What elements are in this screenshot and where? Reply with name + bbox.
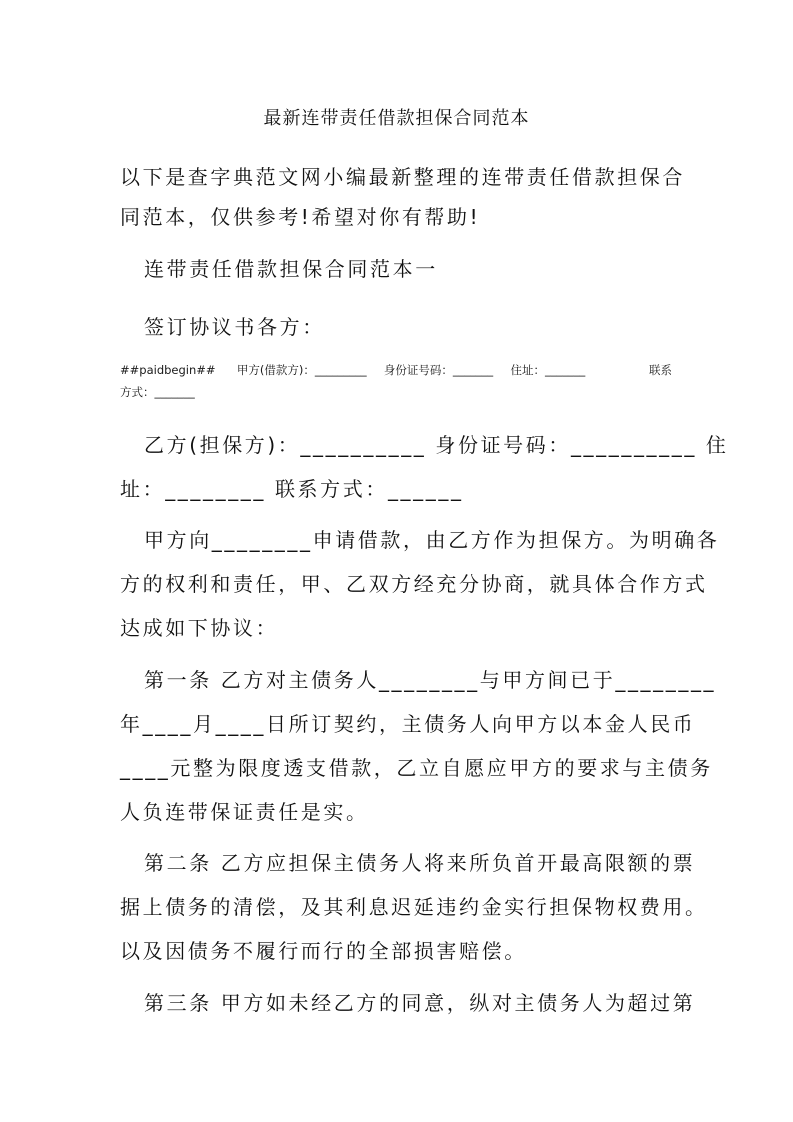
- party-a-address: 住址：_______: [510, 363, 586, 377]
- article-3-line-1: 第三条 甲方如未经乙方的同意，纵对主债务人为超过第: [144, 991, 696, 1015]
- article-1-line-2: 年____月____日所订契约，主债务人向甲方以本金人民币: [120, 712, 696, 736]
- article-3-paragraph: [120, 981, 696, 1025]
- article-2-paragraph: [120, 841, 708, 973]
- party-a-line-2: [120, 381, 672, 403]
- intro-paragraph: [120, 157, 685, 237]
- paid-begin-marker: ##paidbegin##: [120, 363, 216, 377]
- article-1-line-4: 人负连带保证责任是实。: [120, 800, 369, 824]
- parties-heading-text: 签订协议书各方：: [144, 315, 325, 339]
- purpose-line-3: 达成如下协议：: [120, 616, 279, 640]
- article-1-line-3: ____元整为限度透支借款，乙立自愿应甲方的要求与主债务: [120, 756, 713, 780]
- purpose-paragraph: [120, 518, 720, 650]
- party-a-id: 身份证号码：_______: [383, 363, 494, 377]
- article-2-line-2: 据上债务的清偿，及其利息迟延违约金实行担保物权费用。: [120, 895, 708, 919]
- article-2-line-1: 第二条 乙方应担保主债务人将来所负首开最高限额的票: [144, 851, 696, 875]
- purpose-line-2: 方的权利和责任，甲、乙双方经充分协商，就具体合作方式: [120, 572, 708, 596]
- party-b-line-2: 址：________ 联系方式：______: [120, 477, 464, 501]
- party-a-line-1: [120, 359, 672, 381]
- intro-line-2: 同范本，仅供参考!希望对你有帮助!: [120, 205, 481, 229]
- document-title: 最新连带责任借款担保合同范本: [263, 108, 530, 129]
- intro-line-1: 以下是查字典范文网小编最新整理的连带责任借款担保合: [120, 165, 685, 189]
- purpose-line-1: 甲方向________申请借款，由乙方作为担保方。为明确各: [144, 528, 720, 552]
- party-b-line-1: 乙方(担保方)：__________ 身份证号码：__________ 住: [144, 433, 729, 457]
- article-1-paragraph: [120, 658, 717, 834]
- section-heading: [120, 253, 672, 285]
- party-a-label: 甲方(借款方)：_________: [236, 363, 367, 377]
- parties-heading: [120, 311, 672, 343]
- article-1-line-1: 第一条 乙方对主债务人________与甲方间已于________: [144, 668, 717, 692]
- party-b-paragraph: [120, 423, 729, 511]
- section-heading-text: 连带责任借款担保合同范本一: [144, 257, 438, 281]
- party-a-contact-cont: 方式：_______: [120, 385, 195, 399]
- article-2-line-3: 以及因债务不履行而行的全部损害赔偿。: [120, 939, 527, 963]
- party-a-contact: 联系: [649, 363, 672, 377]
